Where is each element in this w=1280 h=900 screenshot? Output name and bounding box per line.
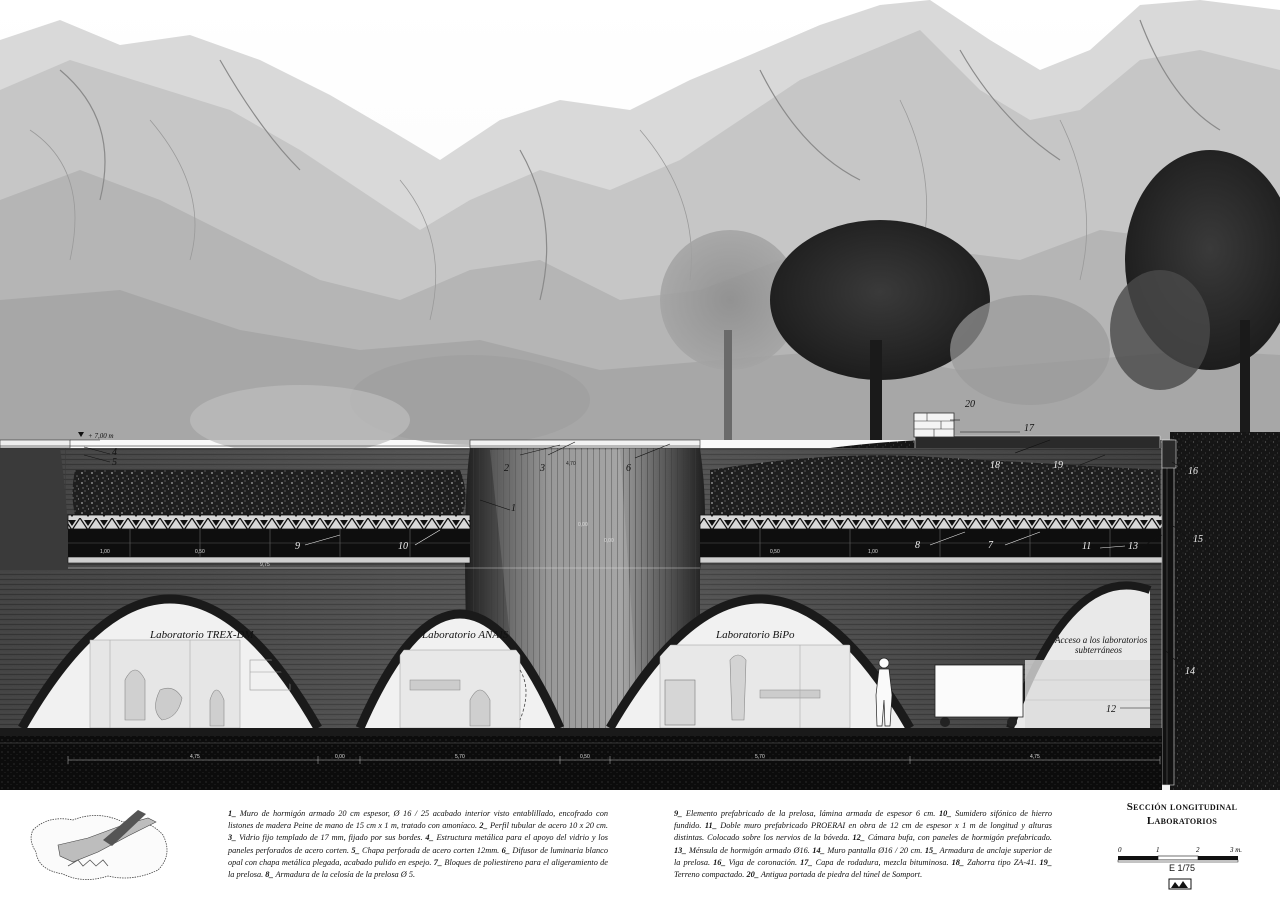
legend-panel <box>0 790 1280 900</box>
legend-number: 4_ <box>425 833 434 843</box>
legend-number: 3_ <box>228 833 237 843</box>
dim-top-7: 0,00 <box>578 522 588 528</box>
dim-top-2: 0,50 <box>195 549 205 555</box>
ground-fill <box>0 736 1162 790</box>
legend-text: Bloques de poliestireno para el aligeramiento de la prelosa. <box>228 857 608 880</box>
legend-text: Chapa perforada de acero corten 12mm. <box>359 845 502 855</box>
callout-15: 15 <box>1193 534 1203 545</box>
callout-8: 8 <box>915 540 920 551</box>
callout-4: 4 <box>112 447 117 458</box>
skylight-frame <box>470 440 700 448</box>
dim-top-5: 4,70 <box>566 461 576 467</box>
dim-top-6: 9,75 <box>260 562 270 568</box>
lab-label-bipo: Laboratorio BiPo <box>716 629 795 641</box>
callout-13: 13 <box>1128 541 1138 552</box>
callout-11: 11 <box>1082 541 1092 552</box>
legend-text: Cámara bufa, con paneles de hormigón prefabricado. <box>864 833 1053 843</box>
scale-bar <box>1112 836 1252 866</box>
dim-top-4: 1,00 <box>868 549 878 555</box>
legend-text: Sumidero sifónico de hierro fundido. <box>674 809 1052 831</box>
callout-6: 6 <box>626 463 631 474</box>
callout-14: 14 <box>1185 666 1195 677</box>
callout-16: 16 <box>1188 466 1198 477</box>
callout-19: 19 <box>1053 460 1063 471</box>
legend-number: 13_ <box>674 845 687 855</box>
section-mark-icon <box>1168 878 1192 890</box>
legend-text: Zahorra tipo ZA-41. <box>964 857 1040 867</box>
legend-text: Vidrio fijo templado de 17 mm, fijado por sus bordes. <box>236 833 426 843</box>
parapet-left <box>0 440 70 448</box>
callout-9: 9 <box>295 541 300 552</box>
callout-3: 3 <box>540 463 545 474</box>
callout-2: 2 <box>504 463 509 474</box>
dim-bottom-3: 5,70 <box>455 754 465 760</box>
terrain-side <box>1170 432 1280 790</box>
legend-text: Ménsula de hormigón armado Ø16. <box>686 845 813 855</box>
callout-10: 10 <box>398 541 408 552</box>
lab-label-trex: Laboratorio TREX-DM <box>150 629 254 641</box>
scale-tick-1: 1 <box>1156 846 1160 854</box>
callout-5: 5 <box>112 457 117 468</box>
legend-item <box>812 846 924 855</box>
legend-text: Armadura de anclaje superior de la prelosa. <box>674 845 1052 867</box>
legend-text: Difusor de luminaria blanco opal con chapa metálica plegada, acabado pulido en espejo. <box>228 845 608 867</box>
legend-item <box>228 833 425 842</box>
legend-text: Terreno compactado. <box>674 870 747 880</box>
legend-number: 19_ <box>1039 857 1052 867</box>
callout-18: 18 <box>990 460 1000 471</box>
legend-number: 6_ <box>501 845 510 855</box>
callout-7: 7 <box>988 540 993 551</box>
legend-number: 7_ <box>433 857 443 867</box>
legend-item <box>265 870 415 879</box>
lab-label-anais: Laboratorio ANAIS <box>422 629 509 641</box>
callout-17: 17 <box>1024 423 1034 434</box>
access-label-2: subterráneos <box>1075 645 1122 655</box>
stone-portal <box>914 413 954 437</box>
legend-item <box>713 858 800 867</box>
dim-bottom-4: 0,50 <box>580 754 590 760</box>
legend-item <box>800 858 951 867</box>
legend-number: 2_ <box>479 821 488 831</box>
legend-number: 5_ <box>351 845 360 855</box>
dim-top-8: 0,00 <box>604 538 614 544</box>
legend-number: 17_ <box>800 857 813 867</box>
legend-item <box>952 858 1040 867</box>
scale-tick-2: 2 <box>1196 846 1200 854</box>
key-plan-map <box>28 800 178 885</box>
roof-fill-left <box>73 470 466 515</box>
legend-text: Capa de rodadura, mezcla bituminosa. <box>812 857 952 867</box>
retaining-wall <box>1162 440 1174 785</box>
legend-text: Viga de coronación. <box>725 857 801 867</box>
legend-text: Armadura de la celosía de la prelosa Ø 5. <box>273 870 416 880</box>
legend-item <box>852 833 1052 842</box>
legend-item <box>746 870 922 879</box>
dim-bottom-2: 0,00 <box>335 754 345 760</box>
legend-number: 8_ <box>265 870 274 880</box>
legend-number: 10_ <box>939 809 952 818</box>
scale-tick-3: 3 m. <box>1230 846 1243 854</box>
legend-text: Estructura metálica para el apoyo del vidrio y los paneles perforados de acero corten. <box>228 833 608 855</box>
legend-item <box>674 846 812 855</box>
scale-tick-0: 0 <box>1118 846 1122 854</box>
scale-label: E 1/75 <box>1168 863 1196 873</box>
legend-item <box>674 809 939 818</box>
floor-slab <box>0 728 1162 736</box>
legend-text: Muro de hormigón armado 20 cm espesor, Ø 16 / 25 acabado interior visto entablillado, encofrado con listones de madera Peine de mano de 15 cm x 1 m, tratado con amoníaco. <box>228 809 608 831</box>
title-line-2: Laboratorios <box>1146 815 1218 827</box>
dim-top-3: 0,50 <box>770 549 780 555</box>
legend-number: 15_ <box>924 845 938 855</box>
legend-right <box>674 808 1052 881</box>
legend-item <box>351 846 501 855</box>
callout-1: 1 <box>511 503 516 514</box>
legend-number: 16_ <box>713 857 726 867</box>
crown-beam <box>1162 440 1176 468</box>
callout-20: 20 <box>965 399 975 410</box>
title-line-1: Sección longitudinal <box>1126 801 1238 813</box>
legend-text: Elemento prefabricado de la prelosa, lámina armada de espesor 6 cm. <box>682 809 940 818</box>
legend-number: 11_ <box>704 821 717 831</box>
title-block <box>1112 800 1252 873</box>
legend-item <box>479 821 608 830</box>
elevation-label: + 7,00 m <box>88 432 114 440</box>
legend-number: 1_ <box>228 809 237 818</box>
prelosa-left <box>68 515 470 563</box>
legend-text: Muro pantalla Ø16 / 20 cm. <box>824 845 925 855</box>
legend-text: Antigua portada de piedra del túnel de Somport. <box>758 870 923 880</box>
dim-top-1: 1,00 <box>100 549 110 555</box>
prelosa-right <box>700 515 1162 563</box>
legend-number: 9_ <box>674 809 683 818</box>
legend-number: 12_ <box>852 833 865 843</box>
legend-number: 20_ <box>746 870 759 880</box>
dim-bottom-5: 5,70 <box>755 754 765 760</box>
legend-number: 14_ <box>812 845 825 855</box>
legend-text: Doble muro prefabricado PROERAI en obra de 12 cm de espesor x 1 m de longitud y alturas distintas. Colocado sobre los nervios de la bóveda. <box>674 821 1052 843</box>
access-label-1: Acceso a los laboratorios <box>1055 635 1148 645</box>
legend-text: Perfil tubular de acero 10 x 20 cm. <box>487 821 608 831</box>
legend-number: 18_ <box>951 857 965 867</box>
dim-bottom-1: 4,75 <box>190 754 200 760</box>
callout-12: 12 <box>1106 704 1116 715</box>
dim-bottom-6: 4,75 <box>1030 754 1040 760</box>
legend-left <box>228 808 608 881</box>
